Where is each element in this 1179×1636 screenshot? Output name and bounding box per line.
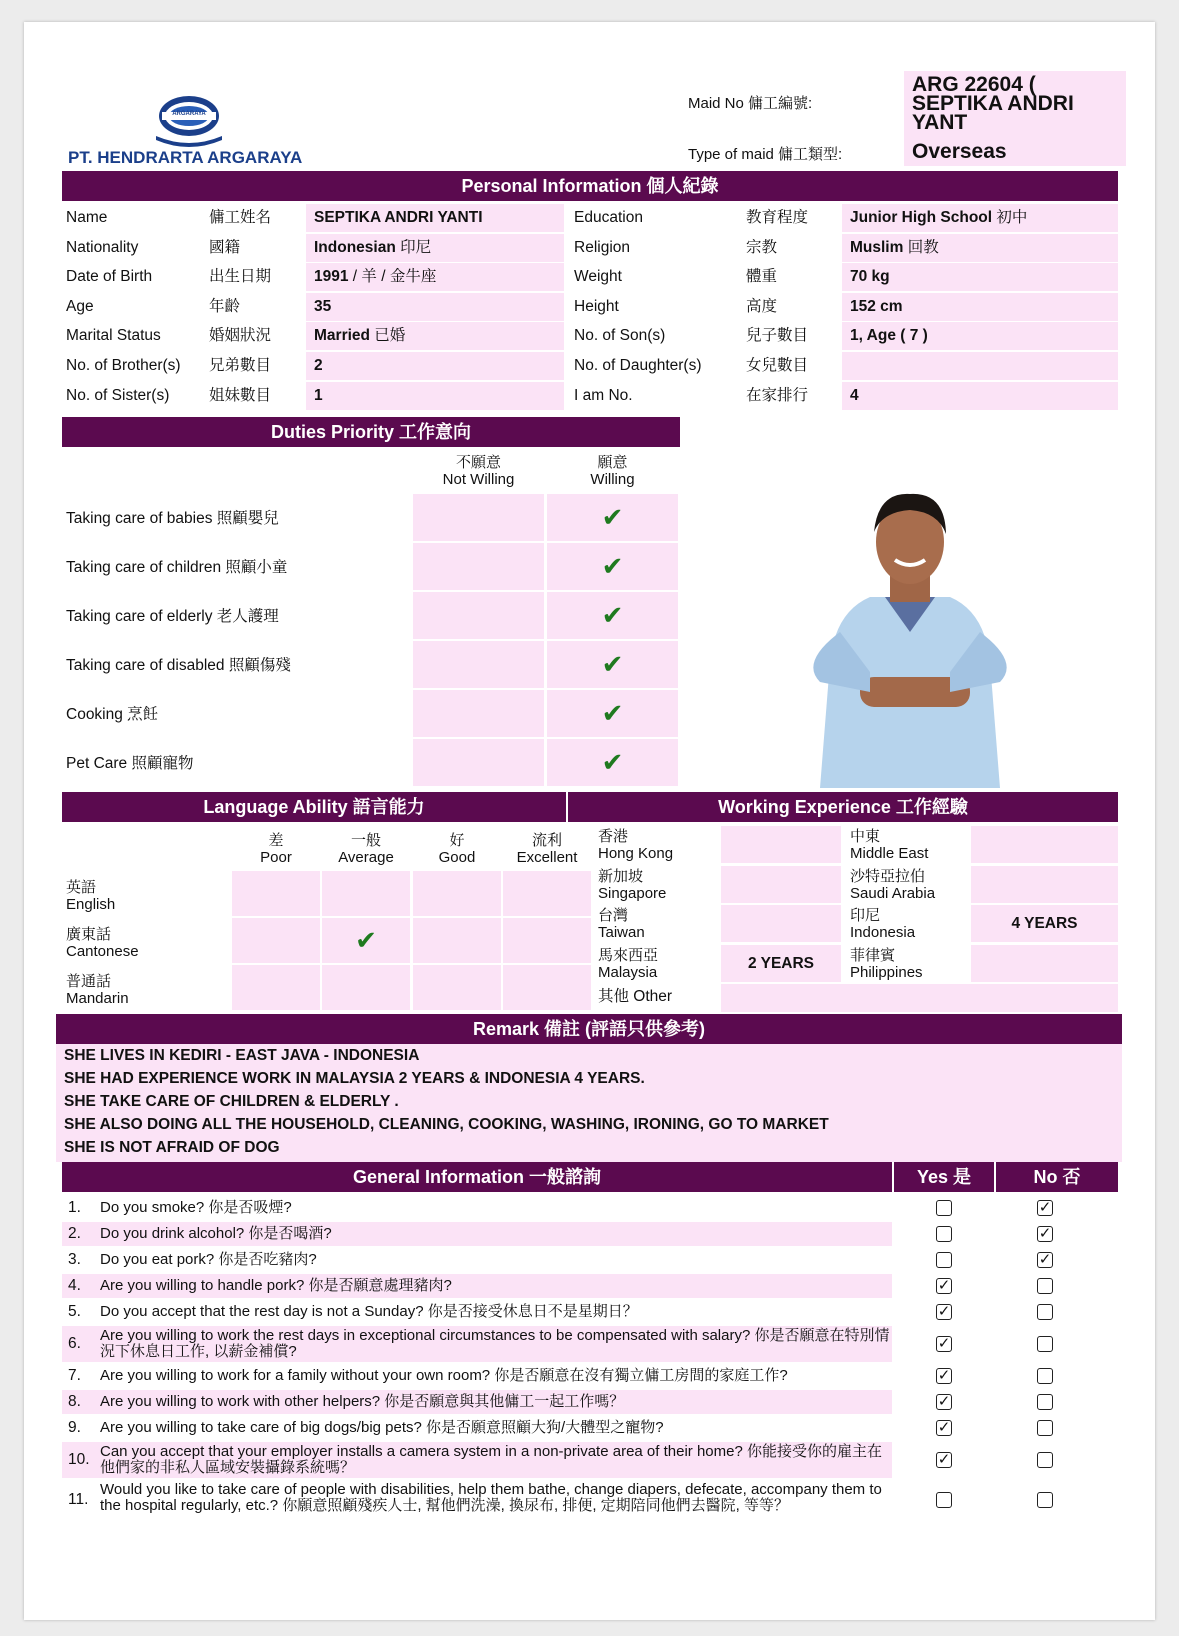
question-number: 6. [68,1335,81,1352]
checkmark-icon: ✓ [937,1335,951,1352]
language-level-cell [322,918,410,963]
experience-right-value [971,945,1118,982]
logo-text: ARGARAYA [172,111,206,117]
no-checkbox[interactable] [1037,1452,1053,1468]
checkmark-icon: ✔ [601,551,624,581]
language-level-cell [232,871,320,916]
checkmark-icon: ✓ [1038,1225,1052,1242]
experience-left-value [721,866,841,903]
language-level-header [322,832,410,866]
duty-label: Pet Care 照顧寵物 [66,755,194,772]
yes-checkbox[interactable] [936,1304,952,1320]
no-checkbox[interactable] [1037,1226,1053,1242]
value-text: 35 [314,298,332,315]
duty-not-willing-cell [413,641,544,688]
willing-en: Willing [590,471,635,488]
personal-left-label-en: Age [66,298,94,315]
yes-checkbox[interactable] [936,1252,952,1268]
country-en: Indonesia [850,924,916,941]
checkmark-icon: ✓ [937,1419,951,1436]
type-of-maid-value: Overseas [904,138,1126,166]
maid-no-value: ARG 22604 ( SEPTIKA ANDRI YANT [904,71,1126,139]
checkmark-icon: ✓ [937,1367,951,1384]
language-level-cell [503,871,591,916]
value-suffix: 已婚 [370,327,406,344]
duty-willing-cell [547,690,678,737]
experience-right-value [971,866,1118,903]
yes-checkbox[interactable] [936,1452,952,1468]
yes-checkbox[interactable] [936,1492,952,1508]
question-text: Would you like to take care of people with disabilities, help them bathe, change diapers, defecate, accompany them to the hospital regularly, etc.? 你願意照顧殘疾人士, 幫他們洗澡, 換尿布, 排便, 定期陪同他們去醫院, 等等？ [100,1481,882,1514]
question-text: Are you willing to work for a family without your own room? 你是否願意在沒有獨立傭工房間的家庭工作? [100,1367,788,1384]
no-checkbox[interactable] [1037,1304,1053,1320]
experience-left-value [721,826,841,863]
value-text: 2 [314,357,323,374]
personal-left-label-en: No. of Brother(s) [66,357,181,374]
no-checkbox[interactable] [1037,1336,1053,1352]
country-zh: 沙特亞拉伯 [850,868,926,885]
personal-right-value [842,293,1118,321]
experience-right-label [850,828,928,862]
value-text: 70 kg [850,268,890,285]
value-text: Indonesian [314,239,396,256]
question-number: 2. [68,1225,81,1242]
value-text: Muslim [850,239,904,256]
value-suffix: 初中 [992,209,1028,226]
value-text: 1 [314,387,323,404]
company-name: PT. HENDRARTA ARGARAYA [68,148,303,167]
personal-left-label-en: Marital Status [66,327,161,344]
personal-left-label-zh: 出生日期 [209,268,272,285]
yes-checkbox[interactable] [936,1336,952,1352]
personal-right-label-en: No. of Son(s) [574,327,666,344]
level-zh: 好 [449,832,465,849]
personal-left-value [306,234,564,262]
language-zh: 普通話 [66,973,112,990]
personal-right-value [842,234,1118,262]
experience-left-label [598,907,645,941]
duty-not-willing-cell [413,543,544,590]
not-willing-zh: 不願意 [455,454,501,471]
experience-right-value [971,826,1118,863]
level-en: Average [338,849,394,866]
question-number: 4. [68,1277,81,1294]
question-number: 5. [68,1303,81,1320]
experience-header: Working Experience 工作經驗 [568,792,1118,822]
duty-label: Cooking 烹飪 [66,706,159,723]
duty-label: Taking care of elderly 老人護理 [66,608,279,625]
level-en: Excellent [516,849,578,866]
level-zh: 一般 [350,832,381,849]
no-checkbox[interactable] [1037,1420,1053,1436]
personal-left-value [306,204,564,232]
experience-other-label: 其他 Other [598,988,673,1005]
personal-right-value [842,322,1118,350]
language-level-header [503,832,591,866]
country-en: Saudi Arabia [850,885,936,902]
language-level-header [232,832,320,866]
yes-checkbox[interactable] [936,1226,952,1242]
personal-left-label-en: No. of Sister(s) [66,387,170,404]
language-level-cell [413,965,501,1010]
duty-not-willing-cell [413,592,544,639]
checkmark-icon: ✔ [355,925,377,955]
experience-left-label [598,828,673,862]
type-of-maid-label: Type of maid 傭工類型: [688,146,843,163]
level-en: Poor [260,849,292,866]
country-zh: 菲律賓 [850,947,896,964]
language-level-cell [413,871,501,916]
experience-other-value [721,984,1118,1012]
personal-left-label-en: Nationality [66,239,139,256]
no-checkbox[interactable] [1037,1368,1053,1384]
personal-right-label-en: No. of Daughter(s) [574,357,702,374]
language-level-header [413,832,501,866]
duty-willing-cell [547,494,678,541]
personal-left-label-zh: 姐妹數目 [209,387,272,404]
country-zh: 新加坡 [598,868,644,885]
checkmark-icon: ✔ [601,502,624,532]
language-en: Mandarin [66,990,129,1007]
checkmark-icon: ✓ [1038,1199,1052,1216]
question-text: Do you drink alcohol? 你是否喝酒? [100,1225,332,1242]
maid-photo [760,462,1060,788]
personal-right-label-zh: 在家排行 [746,387,809,404]
language-level-cell [413,918,501,963]
duty-willing-cell [547,592,678,639]
experience-left-label [598,947,658,981]
language-en: English [66,896,116,913]
question-number: 1. [68,1199,81,1216]
personal-right-label-zh: 宗教 [746,239,778,256]
checkmark-icon: ✓ [937,1303,951,1320]
experience-right-label [850,907,915,941]
personal-right-label-en: Education [574,209,643,226]
level-zh: 差 [268,832,284,849]
checkmark-icon: ✔ [601,649,624,679]
language-zh: 廣東話 [66,926,112,943]
level-zh: 流利 [531,832,562,849]
value-text: 1991 [314,268,349,285]
duties-header: Duties Priority 工作意向 [62,417,680,447]
value-text: Married [314,327,370,344]
language-en: Cantonese [66,943,139,960]
willing-header [547,454,678,488]
question-number: 10. [68,1451,90,1468]
no-header: No 否 [996,1162,1118,1192]
value-text: SEPTIKA ANDRI YANTI [314,209,483,226]
country-en: Taiwan [598,924,645,941]
language-level-cell [503,918,591,963]
not-willing-en: Not Willing [442,471,515,488]
question-number: 7. [68,1367,81,1384]
personal-left-value [306,322,564,350]
duty-willing-cell [547,739,678,786]
language-level-cell [232,918,320,963]
personal-right-label-zh: 體重 [746,268,778,285]
personal-left-value [306,382,564,410]
personal-left-value [306,293,564,321]
yes-header: Yes 是 [894,1162,994,1192]
experience-left-label [598,868,666,902]
country-en: Philippines [850,964,923,981]
personal-left-value [306,263,564,291]
personal-right-value [842,263,1118,291]
personal-left-label-zh: 年齡 [209,298,241,315]
personal-info-header: Personal Information 個人紀錄 [62,171,1118,201]
no-checkbox[interactable] [1037,1252,1053,1268]
no-checkbox[interactable] [1037,1278,1053,1294]
duty-willing-cell [547,641,678,688]
duty-not-willing-cell [413,739,544,786]
language-label [66,879,115,913]
value-text: 1, Age ( 7 ) [850,327,928,344]
experience-left-value [721,905,841,942]
yes-checkbox[interactable] [936,1278,952,1294]
personal-left-label-en: Date of Birth [66,268,153,285]
experience-left-value: 2 YEARS [721,945,841,982]
language-zh: 英語 [66,879,97,896]
question-number: 8. [68,1393,81,1410]
no-checkbox[interactable] [1037,1394,1053,1410]
duty-label: Taking care of babies 照顧嬰兒 [66,510,279,527]
country-en: Singapore [598,885,667,902]
remark-line: SHE IS NOT AFRAID OF DOG [64,1139,280,1156]
personal-left-label-zh: 傭工姓名 [209,209,272,226]
remark-line: SHE ALSO DOING ALL THE HOUSEHOLD, CLEANING, COOKING, WASHING, IRONING, GO TO MARKET [64,1116,829,1133]
question-number: 11. [68,1491,89,1508]
personal-right-label-zh: 女兒數目 [746,357,809,374]
question-text: Can you accept that your employer installs a camera system in a non-private area of their home? 你能接受你的雇主在他們家的非私人區域安裝攝錄系統嗎？ [100,1443,882,1476]
experience-right-label [850,868,935,902]
question-text: Do you eat pork? 你是否吃豬肉? [100,1251,317,1268]
no-checkbox[interactable] [1037,1200,1053,1216]
country-en: Hong Kong [598,845,674,862]
personal-left-label-en: Name [66,209,108,226]
language-level-cell [322,871,410,916]
yes-checkbox[interactable] [936,1420,952,1436]
personal-left-label-zh: 國籍 [209,239,241,256]
question-text: Are you willing to handle pork? 你是否願意處理豬肉? [100,1277,452,1294]
country-zh: 中東 [850,828,881,845]
question-text: Are you willing to work with other helpers? 你是否願意與其他傭工一起工作嗎？ [100,1393,625,1410]
value-text: 152 cm [850,298,903,315]
personal-right-label-zh: 兒子數目 [746,327,809,344]
remark-line: SHE HAD EXPERIENCE WORK IN MALAYSIA 2 YEARS & INDONESIA 4 YEARS. [64,1070,645,1087]
yes-checkbox[interactable] [936,1200,952,1216]
experience-right-value: 4 YEARS [971,905,1118,942]
checkmark-icon: ✓ [937,1451,951,1468]
personal-left-value [306,352,564,380]
level-en: Good [438,849,476,866]
not-willing-header [413,454,544,488]
duty-label: Taking care of children 照顧小童 [66,559,288,576]
personal-right-value [842,352,1118,380]
checkmark-icon: ✔ [601,698,624,728]
personal-right-label-en: I am No. [574,387,633,404]
duty-label: Taking care of disabled 照顧傷殘 [66,657,291,674]
duty-not-willing-cell [413,690,544,737]
question-text: Are you willing to work the rest days in exceptional circumstances to be compensated with salary? 你是否願意在特別情況下休息日工作, 以薪金補償? [100,1327,890,1360]
checkmark-icon: ✔ [601,747,624,777]
checkmark-icon: ✓ [1038,1251,1052,1268]
country-zh: 台灣 [598,907,629,924]
language-label [66,973,129,1007]
personal-left-label-zh: 兄弟數目 [209,357,272,374]
person-photo-icon [760,462,1060,788]
question-text: Do you smoke? 你是否吸煙? [100,1199,292,1216]
language-level-cell [322,965,410,1010]
value-text: Junior High School [850,209,993,226]
value-suffix: 印尼 [395,239,432,256]
question-text: Do you accept that the rest day is not a Sunday? 你是否接受休息日不是星期日？ [100,1303,638,1320]
yes-checkbox[interactable] [936,1368,952,1384]
personal-right-label-en: Religion [574,239,631,256]
general-info-header: General Information 一般諮詢 [62,1162,892,1192]
duty-willing-cell [547,543,678,590]
personal-right-label-en: Height [574,298,619,315]
country-zh: 香港 [598,828,629,845]
value-suffix: / 羊 / 金牛座 [348,268,437,285]
personal-left-label-zh: 婚姻狀況 [209,327,272,344]
personal-right-value [842,382,1118,410]
willing-zh: 願意 [597,454,628,471]
personal-right-label-zh: 教育程度 [746,209,809,226]
language-label [66,926,139,960]
country-zh: 印尼 [850,907,881,924]
value-suffix: 回教 [903,239,939,256]
personal-right-label-zh: 高度 [746,298,778,315]
question-number: 3. [68,1251,81,1268]
maid-no-label: Maid No 傭工編號: [688,95,813,112]
remark-line: SHE LIVES IN KEDIRI - EAST JAVA - INDONESIA [64,1047,420,1064]
no-checkbox[interactable] [1037,1492,1053,1508]
question-text: Are you willing to take care of big dogs/big pets? 你是否願意照顧大狗/大體型之寵物? [100,1419,664,1436]
remark-line: SHE TAKE CARE OF CHILDREN & ELDERLY . [64,1093,399,1110]
language-level-cell [232,965,320,1010]
remark-box [56,1044,1122,1162]
yes-checkbox[interactable] [936,1394,952,1410]
value-text: 4 [850,387,859,404]
duty-not-willing-cell [413,494,544,541]
experience-right-label [850,947,923,981]
country-zh: 馬來西亞 [598,947,659,964]
language-header: Language Ability 語言能力 [62,792,566,822]
profile-sheet [24,22,1155,1620]
personal-right-value [842,204,1118,232]
personal-right-label-en: Weight [574,268,622,285]
remark-header: Remark 備註 (評語只供參考) [56,1014,1122,1044]
country-en: Middle East [850,845,929,862]
checkmark-icon: ✔ [601,600,624,630]
checkmark-icon: ✓ [937,1277,951,1294]
checkmark-icon: ✓ [937,1393,951,1410]
language-level-cell [503,965,591,1010]
country-en: Malaysia [598,964,658,981]
question-number: 9. [68,1419,81,1436]
